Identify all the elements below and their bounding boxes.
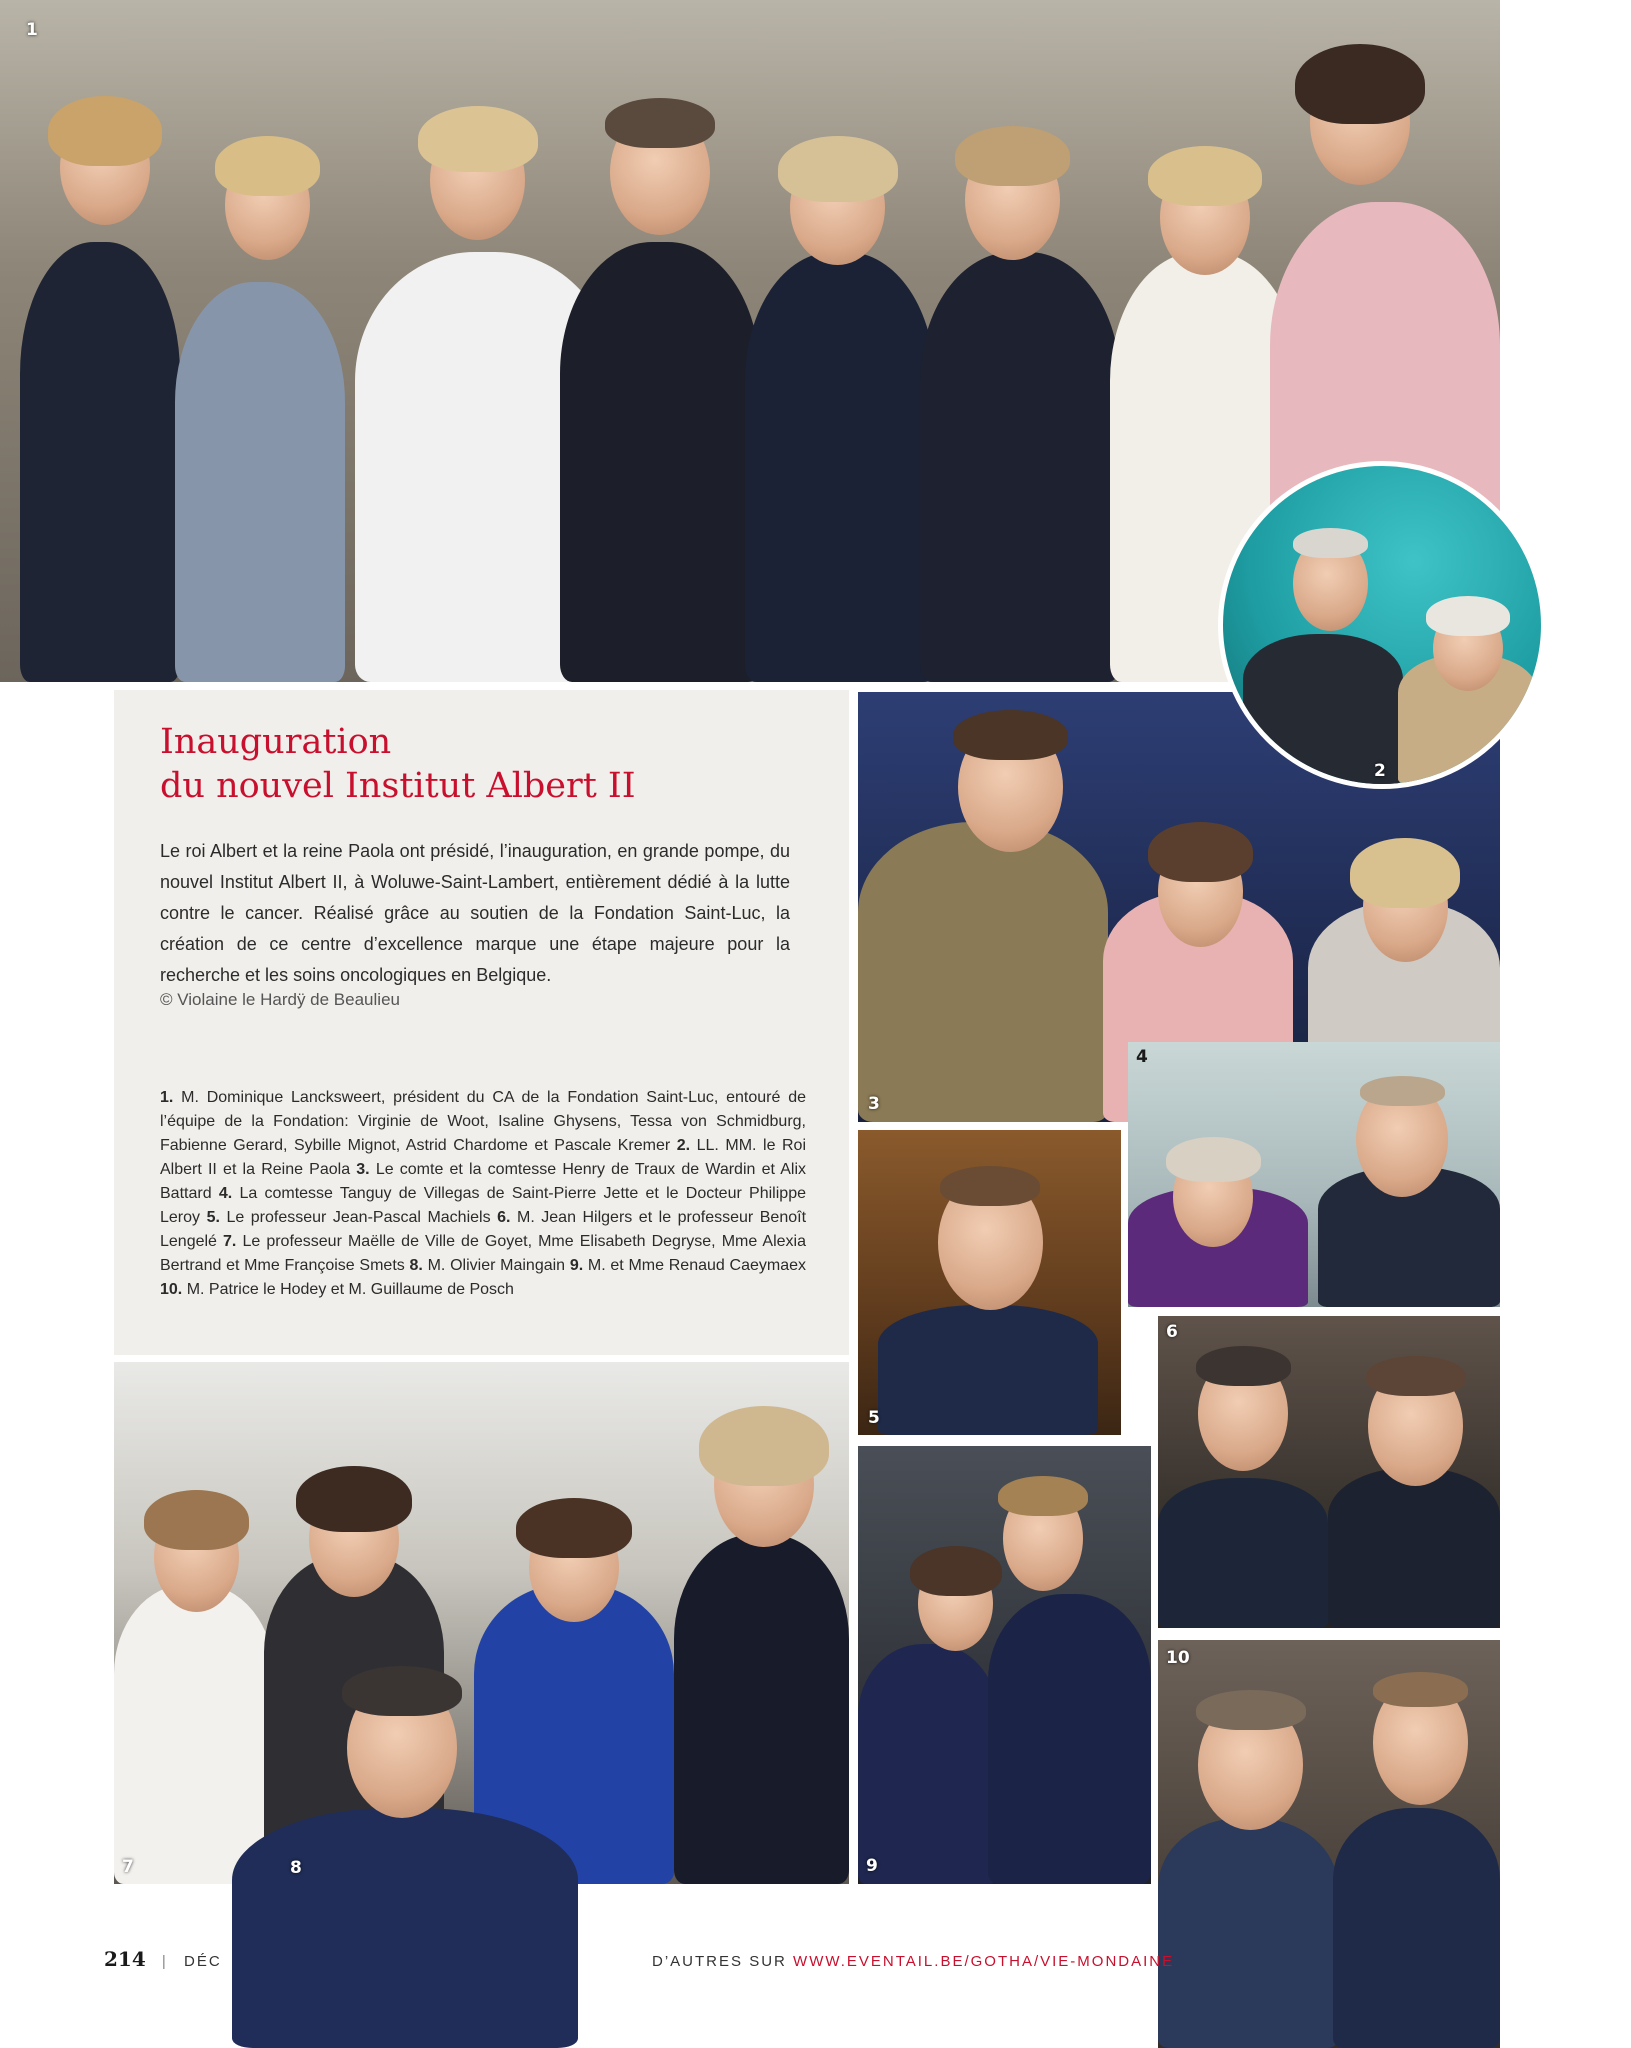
caption-number: 4. bbox=[218, 1185, 233, 1202]
caption-text: M. et Mme Renaud Caeymaex bbox=[587, 1257, 806, 1274]
photo-number: 7 bbox=[122, 1857, 134, 1877]
person-hair bbox=[953, 710, 1068, 760]
person-hair bbox=[1148, 146, 1262, 206]
caption-number: 5. bbox=[206, 1209, 220, 1226]
person-hair bbox=[418, 106, 538, 172]
page-number: 214 bbox=[104, 1947, 146, 1971]
article-title bbox=[160, 720, 820, 808]
photo-credit: © Violaine le Hardÿ de Beaulieu bbox=[160, 990, 400, 1009]
photo-2 bbox=[1218, 461, 1546, 789]
person-hair bbox=[1350, 838, 1460, 908]
person-hair bbox=[296, 1466, 412, 1532]
photo-5 bbox=[858, 1130, 1121, 1435]
photo-number: 3 bbox=[868, 1094, 880, 1114]
person-figure bbox=[858, 1644, 998, 1884]
title-line-2: du nouvel Institut Albert II bbox=[160, 766, 636, 806]
person-hair bbox=[1148, 822, 1253, 882]
person-hair bbox=[48, 96, 162, 166]
person-figure bbox=[745, 252, 935, 682]
caption-number: 3. bbox=[356, 1161, 370, 1178]
photo-number: 10 bbox=[1166, 1648, 1190, 1668]
photo-number: 8 bbox=[290, 1858, 302, 1878]
photo-9 bbox=[858, 1446, 1151, 1884]
person-figure bbox=[20, 242, 180, 682]
person-figure bbox=[920, 252, 1120, 682]
caption-text: La comtesse Tanguy de Villegas de Saint-Pierre Jette et le Docteur Philippe Leroy bbox=[160, 1185, 806, 1226]
photo-4 bbox=[1128, 1042, 1500, 1307]
caption-number: 9. bbox=[569, 1257, 584, 1274]
caption-number: 10. bbox=[160, 1281, 183, 1298]
footer-text-left: DÉC bbox=[184, 1953, 222, 1970]
person-hair bbox=[778, 136, 898, 202]
caption-text: Le professeur Jean-Pascal Machiels bbox=[226, 1209, 491, 1226]
caption-text: Le professeur Maëlle de Ville de Goyet, Mme Elisabeth Degryse, Mme Alexia Bertrand et Mme Françoise Smets bbox=[160, 1233, 807, 1274]
person-hair bbox=[1366, 1356, 1466, 1396]
photo-number: 1 bbox=[26, 20, 38, 40]
footer-separator: | bbox=[161, 1953, 168, 1970]
person-figure bbox=[858, 822, 1108, 1122]
photo-8 bbox=[232, 1658, 578, 2048]
title-line-1: Inauguration bbox=[160, 722, 392, 762]
person-hair bbox=[998, 1476, 1088, 1516]
person-figure bbox=[674, 1534, 849, 1884]
footer-url-link[interactable]: WWW.EVENTAIL.BE/GOTHA/VIE-MONDAINE bbox=[793, 1953, 1175, 1970]
photo-number: 9 bbox=[866, 1856, 878, 1876]
photo-number: 2 bbox=[1374, 761, 1386, 781]
person-hair bbox=[1293, 528, 1368, 558]
person-hair bbox=[1196, 1346, 1291, 1386]
caption-number: 7. bbox=[223, 1233, 237, 1250]
footer-text-right: D’AUTRES SUR bbox=[652, 1953, 787, 1970]
photo-number: 6 bbox=[1166, 1322, 1178, 1342]
photo-number: 4 bbox=[1136, 1047, 1148, 1067]
person-hair bbox=[699, 1406, 829, 1486]
person-figure bbox=[878, 1305, 1098, 1435]
person-hair bbox=[144, 1490, 249, 1550]
page-footer bbox=[104, 1947, 1174, 1971]
person-hair bbox=[955, 126, 1070, 186]
photo-captions bbox=[160, 1086, 806, 1302]
person-hair bbox=[342, 1666, 462, 1716]
person-figure bbox=[232, 1808, 578, 2048]
person-hair bbox=[1426, 596, 1510, 636]
person-figure bbox=[1158, 1818, 1338, 2048]
person-hair bbox=[940, 1166, 1040, 1206]
person-hair bbox=[215, 136, 320, 196]
photo-10 bbox=[1158, 1640, 1500, 2048]
caption-text: M. Patrice le Hodey et M. Guillaume de Posch bbox=[186, 1281, 514, 1298]
caption-text: M. Dominique Lancksweert, président du CA de la Fondation Saint-Luc, entouré de l’équipe de la Fondation: Virginie de Woot, Isaline Ghysens, Tessa von Schmidburg, Fabienne Gerard, Sybille Mignot, Astrid Chardome et Pascale Kremer bbox=[160, 1089, 806, 1154]
person-figure bbox=[560, 242, 760, 682]
person-figure bbox=[988, 1594, 1151, 1884]
article-intro: Le roi Albert et la reine Paola ont présidé, l’inauguration, en grande pompe, du nouvel Institut Albert II, à Woluwe-Saint-Lambert, entièrement dédié à la lutte contre le cancer. Réalisé grâce au soutien de la Fondation Saint-Luc, la création de ce centre d’excellence marque une étape majeure pour la recherche et les soins oncologiques en Belgique. bbox=[160, 841, 790, 985]
photo-number: 5 bbox=[868, 1408, 880, 1428]
photo-6 bbox=[1158, 1316, 1500, 1628]
person-hair bbox=[1196, 1690, 1306, 1730]
person-figure bbox=[175, 282, 345, 682]
caption-text: LL. MM. le Roi Albert II et la Reine Paola bbox=[160, 1137, 807, 1178]
person-figure bbox=[1158, 1478, 1328, 1628]
caption-number: 8. bbox=[409, 1257, 423, 1274]
caption-text: M. Olivier Maingain bbox=[427, 1257, 566, 1274]
caption-number: 1. bbox=[160, 1089, 174, 1106]
caption-number: 2. bbox=[676, 1137, 691, 1154]
person-hair bbox=[516, 1498, 632, 1558]
person-hair bbox=[1373, 1672, 1468, 1707]
caption-number: 6. bbox=[497, 1209, 511, 1226]
person-hair bbox=[1360, 1076, 1445, 1106]
person-figure bbox=[1333, 1808, 1500, 2048]
person-hair bbox=[1295, 44, 1425, 124]
article-panel bbox=[114, 690, 849, 1355]
person-figure bbox=[1328, 1468, 1500, 1628]
person-hair bbox=[1166, 1137, 1261, 1182]
person-hair bbox=[605, 98, 715, 148]
caption-text: Le comte et la comtesse Henry de Traux de Wardin et Alix Battard bbox=[160, 1161, 807, 1202]
person-hair bbox=[910, 1546, 1002, 1596]
caption-text: M. Jean Hilgers et le professeur Benoît Lengelé bbox=[160, 1209, 807, 1250]
